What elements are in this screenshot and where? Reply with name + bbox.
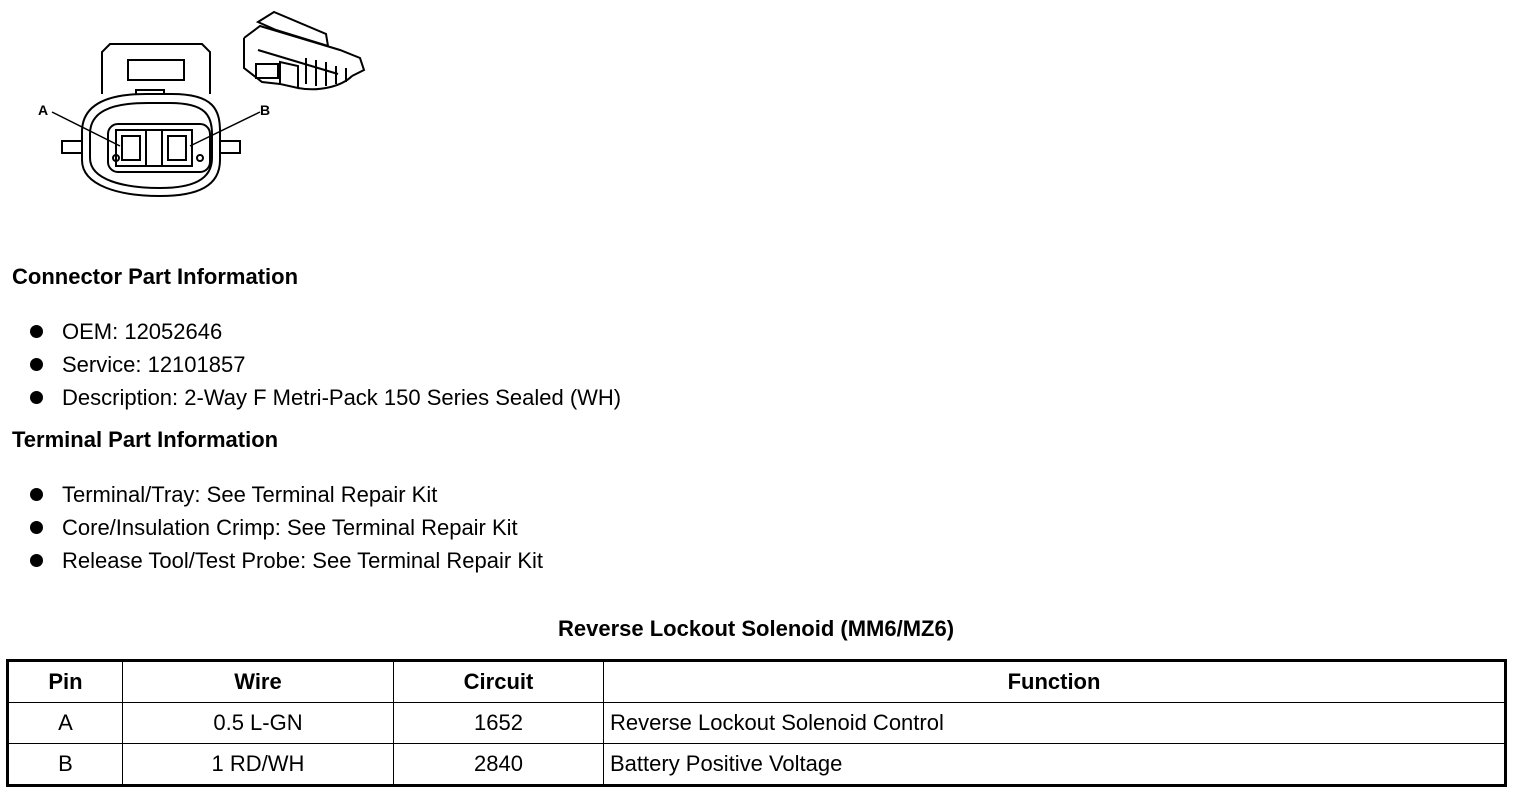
table-header-row bbox=[8, 661, 1506, 703]
terminal-part-heading: Terminal Part Information bbox=[12, 427, 279, 452]
connector-part-list bbox=[30, 315, 621, 414]
pin-b-label: B bbox=[260, 102, 271, 118]
connector-part-heading: Connector Part Information bbox=[12, 264, 299, 289]
cell-wire: 1 RD/WH bbox=[123, 744, 394, 786]
connector-3d-illustration bbox=[244, 12, 364, 89]
connector-diagram bbox=[30, 10, 380, 210]
cell-function: Reverse Lockout Solenoid Control bbox=[604, 703, 1506, 744]
cell-wire: 0.5 L-GN bbox=[123, 703, 394, 744]
list-item: Release Tool/Test Probe: See Terminal Repair Kit bbox=[30, 544, 543, 577]
bullet-icon bbox=[30, 391, 43, 404]
bullet-icon bbox=[30, 358, 43, 371]
list-item: Core/Insulation Crimp: See Terminal Repair Kit bbox=[30, 511, 543, 544]
header-function: Function bbox=[604, 661, 1506, 703]
pin-a-label: A bbox=[38, 102, 49, 118]
connector-face-illustration bbox=[30, 10, 380, 210]
table-row bbox=[8, 703, 1506, 744]
bullet-icon bbox=[30, 488, 43, 501]
header-pin: Pin bbox=[8, 661, 123, 703]
cell-function: Battery Positive Voltage bbox=[604, 744, 1506, 786]
bullet-icon bbox=[30, 554, 43, 567]
list-item: Description: 2-Way F Metri-Pack 150 Series Sealed (WH) bbox=[30, 381, 621, 414]
cell-circuit: 2840 bbox=[394, 744, 604, 786]
table-row bbox=[8, 744, 1506, 786]
cell-circuit: 1652 bbox=[394, 703, 604, 744]
list-item: OEM: 12052646 bbox=[30, 315, 621, 348]
terminal-part-list bbox=[30, 478, 543, 577]
bullet-icon bbox=[30, 521, 43, 534]
header-wire: Wire bbox=[123, 661, 394, 703]
bullet-icon bbox=[30, 325, 43, 338]
table-title: Reverse Lockout Solenoid (MM6/MZ6) bbox=[557, 616, 955, 641]
cell-pin: A bbox=[8, 703, 123, 744]
list-item: Terminal/Tray: See Terminal Repair Kit bbox=[30, 478, 543, 511]
pin-table bbox=[6, 659, 1507, 787]
cell-pin: B bbox=[8, 744, 123, 786]
list-item: Service: 12101857 bbox=[30, 348, 621, 381]
header-circuit: Circuit bbox=[394, 661, 604, 703]
